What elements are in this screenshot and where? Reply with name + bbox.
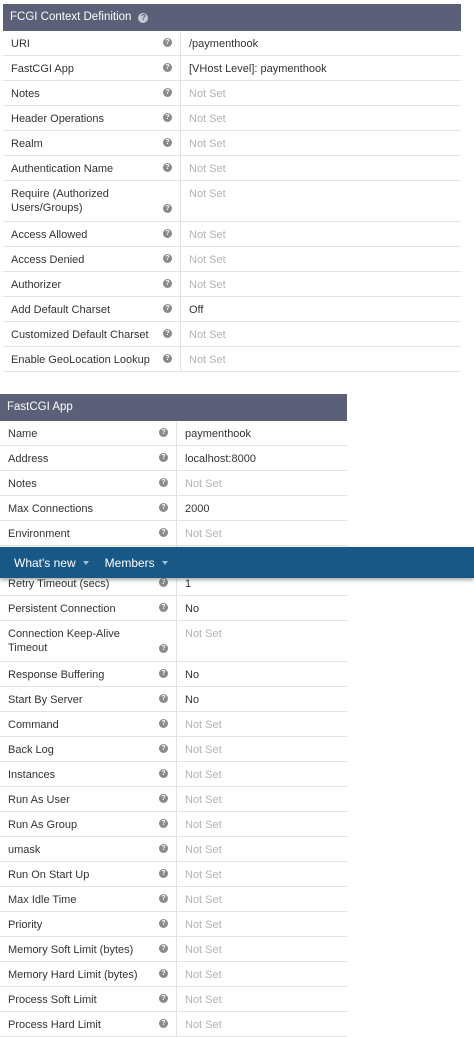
setting-value: No (185, 694, 200, 706)
setting-label: Address (8, 453, 49, 465)
help-icon[interactable]: ? (163, 63, 172, 72)
nav-item-label: What's new (14, 555, 76, 570)
help-icon[interactable]: ? (159, 578, 168, 587)
help-icon[interactable]: ? (159, 869, 168, 878)
setting-row-realm (3, 131, 461, 156)
setting-label: Notes (8, 478, 37, 490)
help-icon[interactable]: ? (163, 163, 172, 172)
setting-row-fastcgi-app (3, 56, 461, 81)
setting-row-memory-hard-limit-bytes (0, 962, 347, 987)
setting-label: Realm (11, 138, 43, 150)
help-icon[interactable]: ? (159, 844, 168, 853)
setting-value: Not Set (189, 138, 226, 150)
help-icon[interactable]: ? (163, 138, 172, 147)
help-icon[interactable]: ? (159, 453, 168, 462)
setting-label: Connection Keep-Alive Timeout (8, 628, 120, 654)
setting-row-address (0, 446, 347, 471)
fcgi-context-header (3, 4, 461, 31)
help-icon[interactable]: ? (159, 669, 168, 678)
setting-label: Access Allowed (11, 229, 88, 241)
setting-row-uri (3, 31, 461, 56)
setting-label: FastCGI App (11, 63, 74, 75)
setting-label: Retry Timeout (secs) (8, 578, 110, 590)
help-icon[interactable]: ? (159, 969, 168, 978)
help-icon[interactable]: ? (163, 38, 172, 47)
setting-label: Command (8, 719, 59, 731)
fastcgi-app-header (0, 394, 347, 421)
help-icon[interactable]: ? (163, 254, 172, 263)
setting-value: Off (189, 304, 204, 316)
help-icon[interactable]: ? (159, 894, 168, 903)
setting-label: Max Idle Time (8, 894, 77, 906)
setting-label: Name (8, 428, 38, 440)
setting-row-customized-default-charset (3, 322, 461, 347)
help-cell (157, 81, 181, 105)
help-cell (157, 222, 181, 246)
help-cell (153, 471, 177, 495)
help-cell (157, 322, 181, 346)
setting-row-access-allowed (3, 222, 461, 247)
setting-value: 2000 (185, 503, 210, 515)
setting-row-response-buffering (0, 662, 347, 687)
setting-row-run-on-start-up (0, 862, 347, 887)
setting-value: Not Set (185, 819, 222, 831)
setting-label: Authentication Name (11, 163, 114, 175)
help-cell (153, 912, 177, 936)
help-cell (157, 297, 181, 321)
setting-label: Access Denied (11, 254, 85, 266)
help-cell (153, 421, 177, 445)
setting-value: Not Set (185, 969, 222, 981)
setting-row-add-default-charset (3, 297, 461, 322)
setting-row-back-log (0, 737, 347, 762)
setting-label: Memory Soft Limit (bytes) (8, 944, 134, 956)
help-icon[interactable]: ? (163, 279, 172, 288)
help-cell (157, 56, 181, 80)
help-cell (153, 496, 177, 520)
setting-row-authentication-name (3, 156, 461, 181)
setting-value: Not Set (185, 769, 222, 781)
setting-value: No (185, 603, 200, 615)
setting-label: Back Log (8, 744, 54, 756)
help-cell (157, 347, 181, 371)
nav-bar (0, 547, 474, 578)
setting-row-command (0, 712, 347, 737)
setting-row-notes (3, 81, 461, 106)
setting-label: Process Hard Limit (8, 1019, 101, 1031)
setting-label: Authorizer (11, 279, 62, 291)
help-icon[interactable]: ? (159, 944, 168, 953)
setting-value: Not Set (185, 528, 222, 540)
setting-label: Instances (8, 769, 56, 781)
setting-value: Not Set (189, 229, 226, 241)
setting-row-priority (0, 912, 347, 937)
help-icon[interactable]: ? (159, 1019, 168, 1028)
setting-row-environment (0, 521, 347, 546)
help-cell (157, 247, 181, 271)
setting-label: Run As Group (8, 819, 78, 831)
setting-value: Not Set (185, 894, 222, 906)
setting-value: Not Set (185, 719, 222, 731)
help-icon[interactable]: ? (159, 744, 168, 753)
setting-value: Not Set (185, 794, 222, 806)
panel-title: FastCGI App (7, 401, 73, 413)
help-cell (157, 131, 181, 155)
setting-row-notes (0, 471, 347, 496)
help-icon[interactable]: ? (159, 644, 168, 653)
setting-label: Environment (8, 528, 70, 540)
help-cell (157, 156, 181, 180)
setting-row-process-hard-limit (0, 1012, 347, 1037)
setting-row-name (0, 421, 347, 446)
setting-value: Not Set (185, 628, 222, 640)
chevron-down-icon (83, 561, 89, 565)
help-cell (153, 687, 177, 711)
help-cell (153, 521, 177, 545)
setting-value: Not Set (189, 279, 226, 291)
help-cell (153, 812, 177, 836)
setting-value: Not Set (189, 329, 226, 341)
help-icon[interactable]: ? (159, 819, 168, 828)
setting-row-run-as-group (0, 812, 347, 837)
setting-row-header-operations (3, 106, 461, 131)
setting-row-authorizer (3, 272, 461, 297)
setting-value: No (185, 669, 200, 681)
help-cell (157, 272, 181, 296)
help-cell (153, 762, 177, 786)
fastcgi-app-rows (0, 421, 347, 1037)
setting-label: Customized Default Charset (11, 329, 149, 341)
help-cell (157, 106, 181, 130)
help-icon[interactable]: ? (138, 13, 148, 23)
help-cell (153, 712, 177, 736)
help-cell (153, 621, 177, 661)
chevron-down-icon (162, 561, 168, 565)
setting-value: Not Set (185, 478, 222, 490)
setting-label: Enable GeoLocation Lookup (11, 354, 150, 366)
setting-row-persistent-connection (0, 596, 347, 621)
help-icon[interactable]: ? (163, 113, 172, 122)
setting-row-max-idle-time (0, 887, 347, 912)
help-icon[interactable]: ? (159, 719, 168, 728)
setting-value: 1 (185, 578, 192, 590)
setting-label: Persistent Connection (8, 603, 116, 615)
setting-label: Memory Hard Limit (bytes) (8, 969, 138, 981)
help-cell (153, 446, 177, 470)
setting-label: Start By Server (8, 694, 83, 706)
setting-value: Not Set (189, 254, 226, 266)
setting-label: Require (Authorized Users/Groups) (11, 188, 109, 214)
setting-value: Not Set (189, 188, 226, 200)
setting-row-run-as-user (0, 787, 347, 812)
help-icon[interactable]: ? (163, 329, 172, 338)
help-icon[interactable]: ? (163, 229, 172, 238)
setting-row-enable-geolocation-lookup (3, 347, 461, 372)
nav-item-members[interactable] (105, 556, 168, 570)
help-cell (153, 837, 177, 861)
setting-row-instances (0, 762, 347, 787)
help-icon[interactable]: ? (163, 88, 172, 97)
setting-row-connection-keep-alive-timeout (0, 621, 347, 662)
setting-row-memory-soft-limit-bytes (0, 937, 347, 962)
help-cell (153, 596, 177, 620)
help-cell (153, 937, 177, 961)
help-cell (153, 737, 177, 761)
setting-label: Header Operations (11, 113, 104, 125)
help-icon[interactable]: ? (163, 304, 172, 313)
setting-value: Not Set (185, 744, 222, 756)
help-icon[interactable]: ? (159, 503, 168, 512)
help-icon[interactable]: ? (163, 354, 172, 363)
help-icon[interactable]: ? (159, 478, 168, 487)
setting-value: Not Set (189, 113, 226, 125)
nav-item-whats-new[interactable] (14, 556, 89, 570)
help-icon[interactable]: ? (163, 204, 172, 213)
help-cell (153, 862, 177, 886)
setting-value: /paymenthook (189, 38, 259, 50)
help-cell (153, 662, 177, 686)
setting-value: localhost:8000 (185, 453, 256, 465)
setting-row-start-by-server (0, 687, 347, 712)
setting-label: Run On Start Up (8, 869, 90, 881)
setting-value: Not Set (185, 844, 222, 856)
help-cell (153, 987, 177, 1011)
setting-row-umask (0, 837, 347, 862)
setting-value: Not Set (185, 994, 222, 1006)
help-cell (153, 787, 177, 811)
help-cell (153, 1012, 177, 1036)
setting-value: Not Set (189, 88, 226, 100)
setting-label: Response Buffering (8, 669, 105, 681)
fastcgi-app-panel (0, 394, 347, 1037)
help-icon[interactable]: ? (159, 428, 168, 437)
help-icon[interactable]: ? (159, 794, 168, 803)
setting-value: Not Set (185, 919, 222, 931)
setting-row-process-soft-limit (0, 987, 347, 1012)
setting-row-access-denied (3, 247, 461, 272)
setting-label: umask (8, 844, 41, 856)
setting-value: Not Set (185, 1019, 222, 1031)
help-cell (157, 181, 181, 221)
setting-value: Not Set (189, 163, 226, 175)
setting-label: Process Soft Limit (8, 994, 97, 1006)
setting-value: paymenthook (185, 428, 252, 440)
help-cell (153, 887, 177, 911)
setting-label: Add Default Charset (11, 304, 111, 316)
setting-value: Not Set (189, 354, 226, 366)
setting-label: Priority (8, 919, 43, 931)
help-cell (157, 31, 181, 55)
setting-row-require-authorized-users-groups (3, 181, 461, 222)
fcgi-context-panel (3, 4, 461, 372)
nav-item-label: Members (104, 555, 155, 570)
setting-row-max-connections (0, 496, 347, 521)
setting-value: Not Set (185, 869, 222, 881)
help-icon[interactable]: ? (159, 603, 168, 612)
help-cell (153, 962, 177, 986)
fcgi-context-rows (3, 31, 461, 372)
setting-label: Run As User (8, 794, 70, 806)
panel-title: FCGI Context Definition (10, 11, 132, 23)
setting-label: Notes (11, 88, 40, 100)
setting-label: Max Connections (8, 503, 93, 515)
help-icon[interactable]: ? (159, 769, 168, 778)
setting-label: URI (11, 38, 30, 50)
help-icon[interactable]: ? (159, 528, 168, 537)
help-icon[interactable]: ? (159, 919, 168, 928)
setting-value: [VHost Level]: paymenthook (189, 63, 327, 75)
help-icon[interactable]: ? (159, 694, 168, 703)
setting-value: Not Set (185, 944, 222, 956)
help-icon[interactable]: ? (159, 994, 168, 1003)
